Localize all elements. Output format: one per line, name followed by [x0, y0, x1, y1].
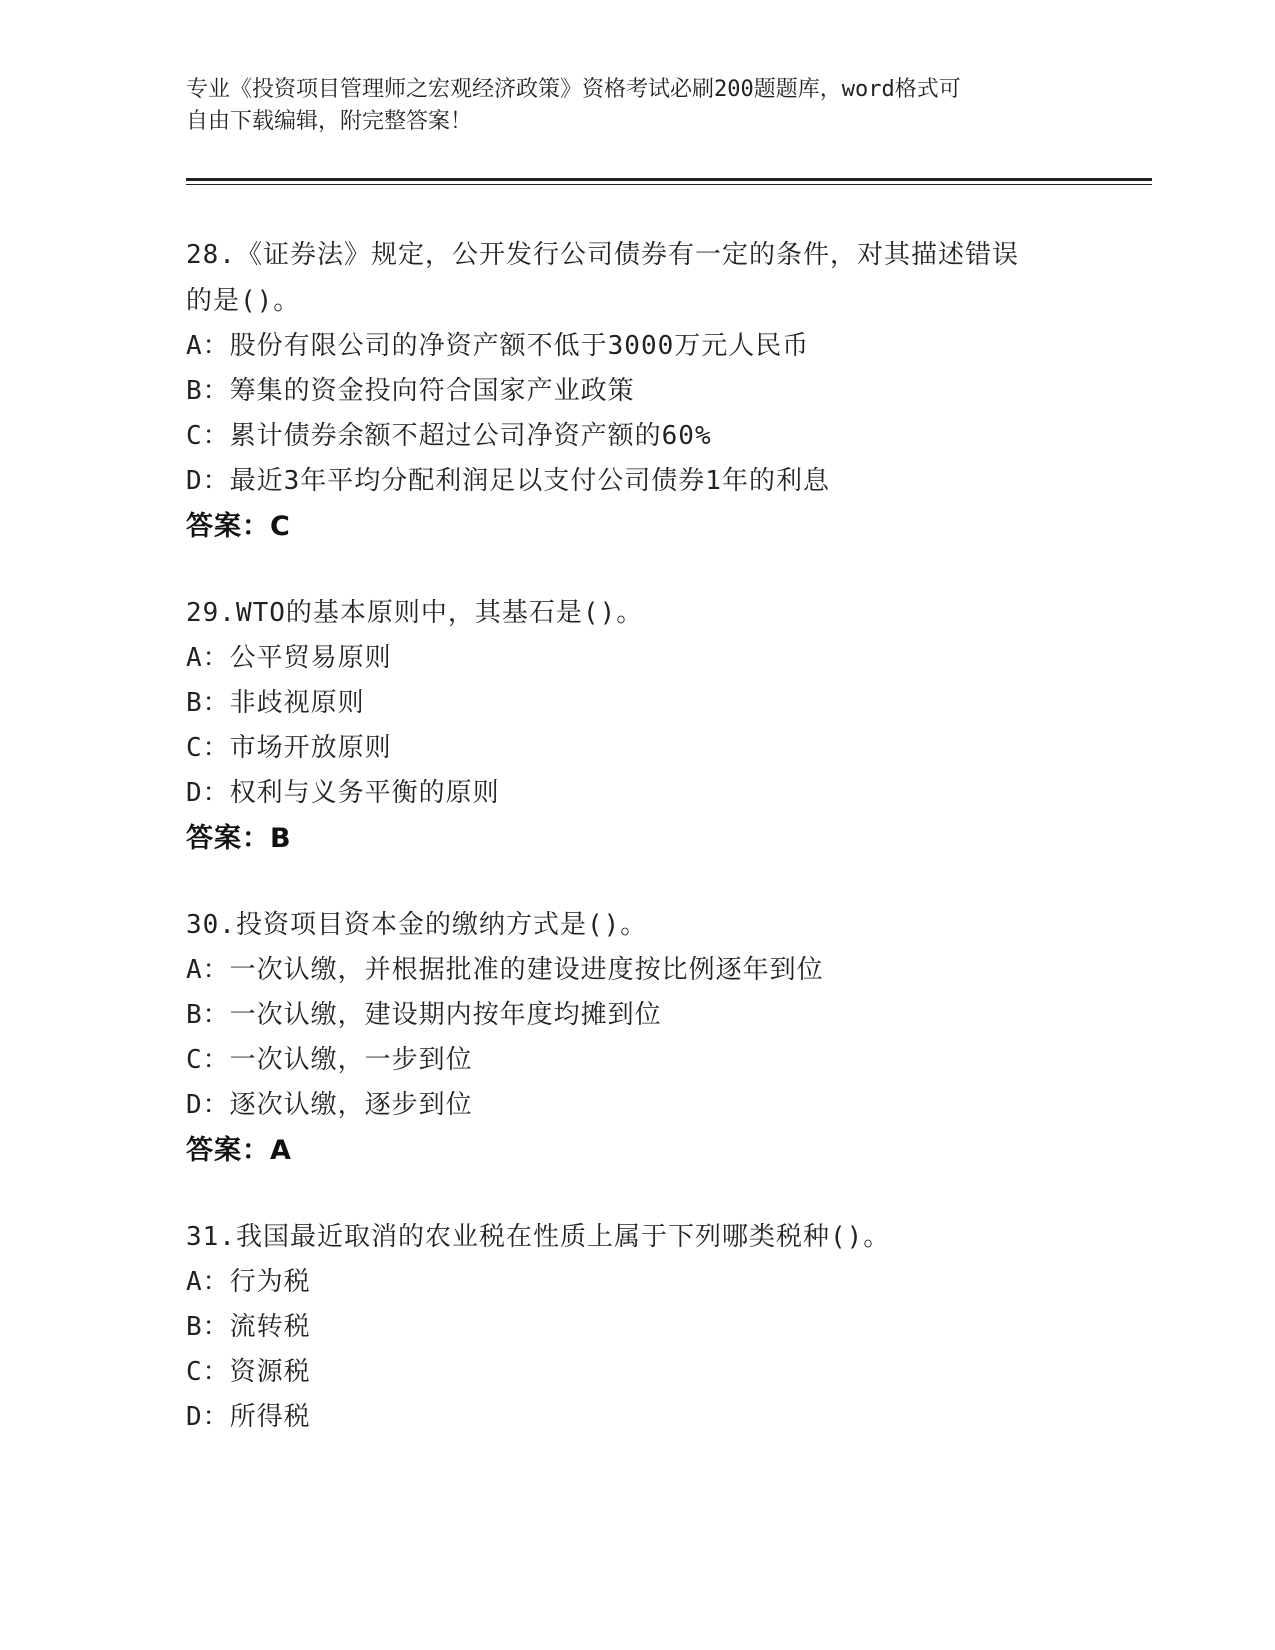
question-29 — [186, 590, 1086, 862]
header-divider-thin — [186, 184, 1152, 185]
option-c: C：一次认缴，一步到位 — [186, 1045, 473, 1075]
question-stem: 31.我国最近取消的农业税在性质上属于下列哪类税种()。 — [186, 1222, 891, 1252]
header-line-1: 专业《投资项目管理师之宏观经济政策》资格考试必刷200题题库，word格式可 — [186, 77, 961, 102]
option-d: D：权利与义务平衡的原则 — [186, 778, 500, 808]
option-b: B：流转税 — [186, 1312, 311, 1342]
document-header — [186, 74, 1086, 138]
question-30 — [186, 902, 1086, 1174]
question-31 — [186, 1214, 1086, 1440]
option-b: B：一次认缴，建设期内按年度均摊到位 — [186, 1000, 662, 1030]
option-d: D：逐次认缴，逐步到位 — [186, 1090, 473, 1120]
answer-label: 答案：B — [186, 823, 292, 854]
option-d: D：所得税 — [186, 1402, 311, 1432]
question-stem — [186, 232, 1086, 324]
option-b: B：筹集的资金投向符合国家产业政策 — [186, 376, 635, 406]
option-b: B：非歧视原则 — [186, 688, 365, 718]
question-stem-line: 的是()。 — [186, 286, 301, 316]
option-a: A：行为税 — [186, 1267, 311, 1297]
header-line-2: 自由下载编辑，附完整答案！ — [186, 109, 473, 134]
option-a: A：公平贸易原则 — [186, 643, 392, 673]
option-a: A：一次认缴，并根据批准的建设进度按比例逐年到位 — [186, 955, 824, 985]
option-c: C：累计债券余额不超过公司净资产额的60% — [186, 421, 712, 451]
question-stem: 29.WTO的基本原则中，其基石是()。 — [186, 598, 644, 628]
option-c: C：资源税 — [186, 1357, 311, 1387]
question-stem-line: 28.《证券法》规定，公开发行公司债券有一定的条件，对其描述错误 — [186, 240, 1019, 270]
answer-label: 答案：C — [186, 511, 291, 542]
option-d: D：最近3年平均分配利润足以支付公司债券1年的利息 — [186, 466, 830, 496]
question-28 — [186, 232, 1086, 550]
header-divider-thick — [186, 178, 1152, 181]
option-a: A：股份有限公司的净资产额不低于3000万元人民币 — [186, 331, 810, 361]
answer-label: 答案：A — [186, 1135, 292, 1166]
question-list — [186, 232, 1086, 1440]
option-c: C：市场开放原则 — [186, 733, 392, 763]
question-stem: 30.投资项目资本金的缴纳方式是()。 — [186, 910, 648, 940]
